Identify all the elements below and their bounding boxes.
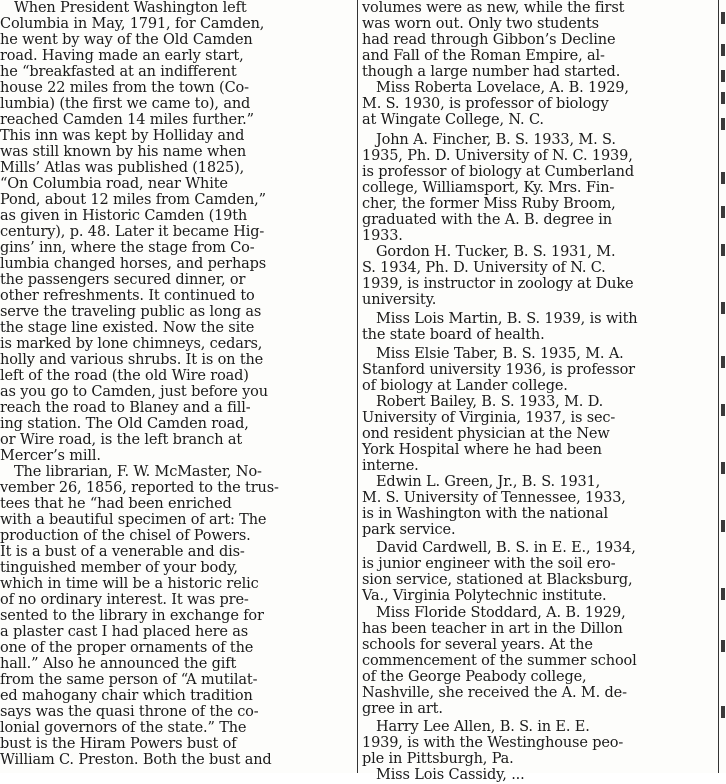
clipped-glyph: [721, 640, 725, 652]
text-line: ond resident physician at the New: [362, 426, 610, 442]
text-line: tees that he “had been enriched: [0, 496, 232, 512]
text-line: ed mahogany chair which tradition: [0, 688, 253, 704]
text-line: with a beautiful specimen of art: The: [0, 512, 267, 528]
text-line: Stanford university 1936, is professor: [362, 362, 635, 378]
text-line: Miss Roberta Lovelace, A. B. 1929,: [376, 80, 629, 96]
text-line: road. Having made an early start,: [0, 48, 244, 64]
clipped-glyph: [721, 356, 725, 368]
text-line: has been teacher in art in the Dillon: [362, 621, 623, 637]
text-line: York Hospital where he had been: [362, 442, 602, 458]
text-line: was still known by his name when: [0, 144, 247, 160]
text-line: had read through Gibbon’s Decline: [362, 32, 616, 48]
text-line: Miss Lois Cassidy, ...: [376, 767, 525, 783]
text-line: “On Columbia road, near White: [0, 176, 228, 192]
clipped-glyph: [721, 588, 725, 600]
text-line: S. 1934, Ph. D. University of N. C.: [362, 260, 606, 276]
text-line: which in time will be a historic relic: [0, 576, 259, 592]
text-line: a plaster cast I had placed here as: [0, 624, 249, 640]
text-line: says was the quasi throne of the co-: [0, 704, 259, 720]
text-line: was worn out. Only two students: [362, 16, 599, 32]
text-line: graduated with the A. B. degree in: [362, 212, 612, 228]
text-line: the stage line existed. Now the site: [0, 320, 255, 336]
text-line: It is a bust of a venerable and dis-: [0, 544, 245, 560]
text-line: cher, the former Miss Ruby Broom,: [362, 196, 616, 212]
left-column: [0, 0, 354, 773]
text-line: Miss Floride Stoddard, A. B. 1929,: [376, 605, 626, 621]
right-column: [362, 0, 714, 783]
text-line: tinguished member of your body,: [0, 560, 238, 576]
text-line: as given in Historic Camden (19th: [0, 208, 248, 224]
clipped-glyph: [721, 12, 725, 24]
clipped-glyph: [721, 404, 725, 416]
text-line: Miss Elsie Taber, B. S. 1935, M. A.: [376, 346, 624, 362]
clipped-glyph: [721, 172, 725, 184]
text-line: production of the chisel of Powers.: [0, 528, 251, 544]
text-line: of no ordinary interest. It was pre-: [0, 592, 249, 608]
text-line: Mercer’s mill.: [0, 448, 101, 464]
text-line: The librarian, F. W. McMaster, No-: [14, 464, 262, 480]
text-line: reach the road to Blaney and a fill-: [0, 400, 251, 416]
text-line: 1939, is instructor in zoology at Duke: [362, 276, 634, 292]
text-line: Columbia in May, 1791, for Camden,: [0, 16, 265, 32]
text-line: 1933.: [362, 228, 403, 244]
text-line: ing station. The Old Camden road,: [0, 416, 249, 432]
text-line: the state board of health.: [362, 327, 545, 343]
text-line: Miss Lois Martin, B. S. 1939, is with: [376, 311, 638, 327]
text-line: gins’ inn, where the stage from Co-: [0, 240, 255, 256]
text-line: from the same person of “A mutilat-: [0, 672, 258, 688]
text-line: he “breakfasted at an indifferent: [0, 64, 237, 80]
text-line: century), p. 48. Later it became Hig-: [0, 224, 265, 240]
text-line: sion service, stationed at Blacksburg,: [362, 572, 633, 588]
text-line: vember 26, 1856, reported to the trus-: [0, 480, 279, 496]
clipped-glyph: [721, 244, 725, 256]
text-line: or Wire road, is the left branch at: [0, 432, 243, 448]
clipped-glyph: [721, 706, 725, 718]
text-line: Pond, about 12 miles from Camden,”: [0, 192, 266, 208]
text-line: volumes were as new, while the first: [362, 0, 625, 16]
text-line: as you go to Camden, just before you: [0, 384, 268, 400]
text-line: Gordon H. Tucker, B. S. 1931, M.: [376, 244, 616, 260]
column-divider: [357, 0, 358, 773]
text-line: interne.: [362, 458, 419, 474]
text-line: ple in Pittsburgh, Pa.: [362, 751, 514, 767]
clipped-glyph: [721, 302, 725, 314]
adjacent-column-edge: [721, 0, 726, 773]
text-line: at Wingate College, N. C.: [362, 112, 544, 128]
text-line: house 22 miles from the town (Co-: [0, 80, 249, 96]
text-line: other refreshments. It continued to: [0, 288, 255, 304]
clipped-glyph: [721, 44, 725, 56]
text-line: David Cardwell, B. S. in E. E., 1934,: [376, 540, 636, 556]
text-line: lonial governors of the state.” The: [0, 720, 247, 736]
text-line: lumbia) (the first we came to), and: [0, 96, 251, 112]
text-line: is in Washington with the national: [362, 506, 608, 522]
text-line: commencement of the summer school: [362, 653, 637, 669]
text-line: the passengers secured dinner, or: [0, 272, 246, 288]
text-line: Robert Bailey, B. S. 1933, M. D.: [376, 394, 604, 410]
text-line: is marked by lone chimneys, cedars,: [0, 336, 263, 352]
clipped-glyph: [721, 462, 725, 474]
clipped-glyph: [721, 118, 725, 130]
text-line: sented to the library in exchange for: [0, 608, 264, 624]
text-line: and Fall of the Roman Empire, al-: [362, 48, 605, 64]
text-line: gree in art.: [362, 701, 443, 717]
text-line: 1939, is with the Westinghouse peo-: [362, 735, 624, 751]
text-line: university.: [362, 292, 437, 308]
text-line: University of Virginia, 1937, is sec-: [362, 410, 616, 426]
text-line: reached Camden 14 miles further.”: [0, 112, 254, 128]
text-line: one of the proper ornaments of the: [0, 640, 254, 656]
clipped-glyph: [721, 520, 725, 532]
text-line: M. S. 1930, is professor of biology: [362, 96, 609, 112]
text-line: This inn was kept by Holliday and: [0, 128, 245, 144]
text-line: college, Williamsport, Ky. Mrs. Fin-: [362, 180, 615, 196]
text-line: William C. Preston. Both the bust and: [0, 752, 272, 768]
text-line: lumbia changed horses, and perhaps: [0, 256, 267, 272]
text-line: M. S. University of Tennessee, 1933,: [362, 490, 626, 506]
text-line: park service.: [362, 522, 456, 538]
text-line: he went by way of the Old Camden: [0, 32, 253, 48]
text-line: is professor of biology at Cumberland: [362, 164, 634, 180]
text-line: 1935, Ph. D. University of N. C. 1939,: [362, 148, 633, 164]
text-line: Va., Virginia Polytechnic institute.: [362, 588, 607, 604]
text-line: schools for several years. At the: [362, 637, 593, 653]
text-line: Edwin L. Green, Jr., B. S. 1931,: [376, 474, 601, 490]
text-line: Mills’ Atlas was published (1825),: [0, 160, 245, 176]
text-line: of the George Peabody college,: [362, 669, 587, 685]
text-line: bust is the Hiram Powers bust of: [0, 736, 237, 752]
clipped-glyph: [721, 70, 725, 82]
text-line: of biology at Lander college.: [362, 378, 568, 394]
text-line: When President Washington left: [14, 0, 247, 16]
text-line: though a large number had started.: [362, 64, 621, 80]
text-line: John A. Fincher, B. S. 1933, M. S.: [376, 132, 616, 148]
clipped-glyph: [721, 92, 725, 104]
text-line: serve the traveling public as long as: [0, 304, 262, 320]
text-line: hall.” Also he announced the gift: [0, 656, 237, 672]
text-line: Nashville, she received the A. M. de-: [362, 685, 627, 701]
clipped-glyph: [721, 206, 725, 218]
text-line: Harry Lee Allen, B. S. in E. E.: [376, 719, 590, 735]
text-line: is junior engineer with the soil ero-: [362, 556, 616, 572]
text-line: left of the road (the old Wire road): [0, 368, 249, 384]
text-line: holly and various shrubs. It is on the: [0, 352, 264, 368]
column-divider: [718, 0, 719, 773]
